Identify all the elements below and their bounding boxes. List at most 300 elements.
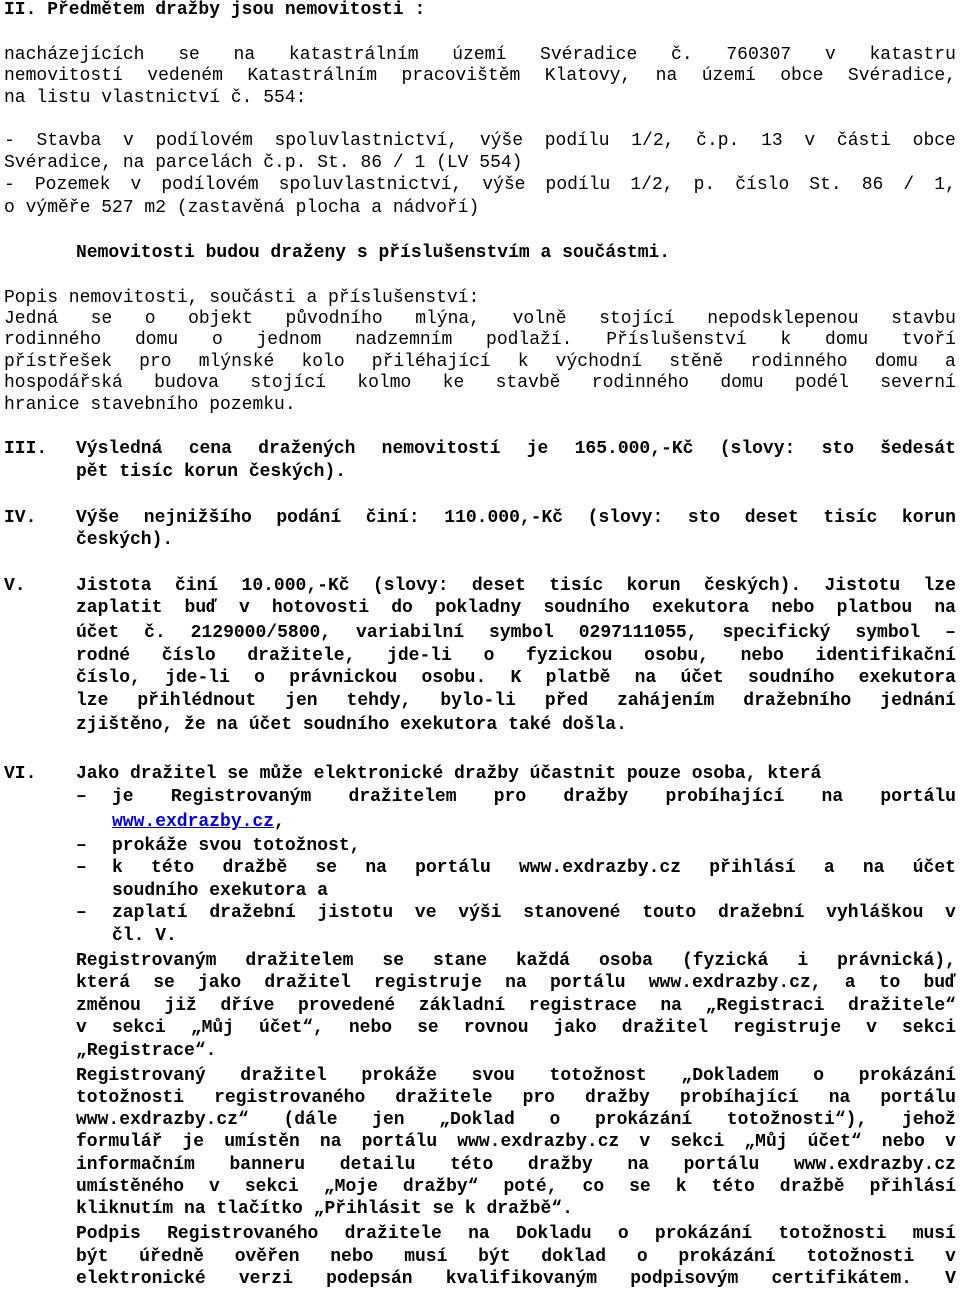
word: deset — [744, 508, 799, 528]
word: se — [382, 951, 405, 971]
word: dražbě — [222, 858, 288, 878]
deposit-line-4 — [76, 645, 956, 667]
section-number-IV: IV. — [4, 508, 37, 528]
word: a — [945, 352, 956, 372]
word: formulář — [76, 1132, 163, 1152]
word: č. — [144, 623, 166, 643]
word: „Můj — [190, 1018, 235, 1038]
word: nacházejících — [4, 45, 145, 65]
word: dražitele“ — [847, 996, 956, 1016]
word: každá — [515, 951, 570, 971]
word: ke — [442, 373, 465, 393]
word: rodné — [76, 646, 131, 666]
word: v — [639, 1132, 651, 1152]
word: ve — [414, 903, 437, 923]
word: o — [549, 1110, 561, 1130]
word: soudního — [747, 668, 835, 688]
word: (fyzická — [681, 951, 769, 971]
word: o — [144, 309, 156, 329]
word: 1/2, — [630, 175, 674, 195]
word: přístřešek — [4, 352, 113, 372]
word: (slovy: — [587, 508, 664, 528]
word: rovnou — [463, 1018, 529, 1038]
word: exekutora — [651, 598, 750, 618]
word: jistotu — [317, 903, 394, 923]
word: č. — [671, 45, 693, 65]
word: touto — [642, 903, 697, 923]
desc-line-6: hranice stavebního pozemku. — [4, 395, 296, 415]
word: nemovitostí — [4, 66, 123, 86]
word: 86 — [861, 175, 884, 195]
section-heading-II: II. Předmětem dražby jsou nemovitosti : — [4, 0, 426, 20]
accessories-note: Nemovitosti budou draženy s příslušenstvím a součástmi. — [76, 243, 671, 263]
word: na — [660, 996, 682, 1016]
section-number-V: V. — [4, 576, 26, 596]
word: jednání — [880, 691, 956, 711]
word: symbol — [488, 623, 554, 643]
word: na — [828, 1088, 851, 1108]
desc-line-5 — [4, 372, 956, 394]
word: domu — [720, 373, 764, 393]
identity-line-1 — [76, 1065, 956, 1087]
word: „Dokladem — [681, 1066, 779, 1086]
intro-line-3: na listu vlastnictví č. 554: — [4, 88, 307, 108]
word: obce — [912, 131, 956, 151]
word: dražitele, — [247, 646, 356, 666]
word: totožnosti — [778, 1224, 887, 1244]
word: obce — [780, 66, 824, 86]
word: fyzickou — [526, 646, 613, 666]
word: zaplatit — [76, 598, 163, 618]
bullet-4-line-1 — [112, 902, 956, 924]
word: jde-li — [165, 668, 230, 688]
word: se — [629, 1177, 651, 1197]
word: o — [211, 330, 223, 350]
word: „Můj — [744, 1132, 788, 1152]
word: být — [76, 1247, 109, 1267]
word: www.exdrazby.cz — [519, 858, 682, 878]
word: se — [417, 1018, 439, 1038]
price-line-1 — [76, 438, 956, 460]
word: sekci — [901, 1018, 956, 1038]
word: portálu — [415, 858, 491, 878]
word: provedené — [297, 996, 396, 1016]
deposit-line-7: zjištěno, že na účet soudního exekutora také došla. — [76, 715, 627, 735]
word: českých). — [703, 576, 802, 596]
word: dražbě — [779, 1177, 845, 1197]
word: rodinného — [750, 352, 848, 372]
word: kvalifikovaným — [445, 1269, 597, 1289]
word: nebo — [348, 1018, 393, 1038]
word: lze — [923, 576, 956, 596]
word: mlýna, — [415, 309, 481, 329]
word: podél — [794, 373, 849, 393]
word: právnická), — [837, 951, 956, 971]
word: v — [76, 1018, 87, 1038]
section-number-VI: VI. — [4, 764, 37, 784]
word: jen — [372, 1110, 405, 1130]
bullet-1-line-2 — [112, 811, 956, 833]
word: je — [526, 439, 549, 459]
word: katastrálním — [288, 45, 419, 65]
word: území — [452, 45, 507, 65]
word: doklad — [541, 1247, 607, 1267]
reg-line-3 — [76, 995, 956, 1017]
word: o — [617, 1224, 629, 1244]
word: podílovém — [155, 131, 253, 151]
desc-heading: Popis nemovitosti, součásti a příslušenství: — [4, 288, 480, 308]
word: – — [945, 623, 956, 643]
word: „Moje — [323, 1177, 378, 1197]
word: registrace — [528, 996, 637, 1016]
word: v — [945, 903, 956, 923]
word: Pozemek — [34, 175, 111, 195]
word: buď — [184, 598, 217, 618]
identity-line-5 — [76, 1154, 956, 1176]
word: dražených — [258, 439, 356, 459]
word: registruje — [373, 973, 482, 993]
word: domu — [134, 330, 179, 350]
word: se — [153, 973, 175, 993]
word: 1/2, — [631, 131, 675, 151]
word: přihlásí — [709, 858, 796, 878]
word: i — [797, 951, 809, 971]
word: právnickou — [289, 668, 398, 688]
word: podlaží. — [486, 330, 573, 350]
word: probíhající — [679, 1088, 799, 1108]
word: totožnosti — [76, 1088, 185, 1108]
word: totožnost — [549, 1066, 647, 1086]
word: účet — [76, 623, 120, 643]
bullet-dash-1: – — [76, 787, 87, 807]
word: v — [824, 45, 836, 65]
word: portálu — [880, 787, 956, 807]
bullet-3-line-2: soudního exekutora a — [112, 881, 329, 901]
word: je — [112, 787, 134, 807]
word: přihlédnout — [137, 691, 257, 711]
word: musí — [404, 1247, 448, 1267]
word: variabilní — [356, 623, 465, 643]
word: činí — [174, 576, 219, 596]
word: dražitele — [395, 1088, 493, 1108]
word: certifikátem. — [771, 1269, 912, 1289]
word: probíhající — [665, 787, 785, 807]
signature-line-3 — [76, 1268, 956, 1290]
word: korun — [901, 508, 956, 528]
word: účet“ — [807, 1132, 862, 1152]
word: nebo — [881, 1132, 925, 1152]
word: budova — [154, 373, 219, 393]
word: soudního — [543, 598, 630, 618]
word: k — [675, 1177, 687, 1197]
word: hospodářská — [4, 373, 123, 393]
word: p. — [693, 175, 716, 195]
word: nebo — [771, 598, 815, 618]
word: pracovištěm — [401, 66, 521, 86]
word: o — [813, 1066, 825, 1086]
word: Výše — [76, 508, 120, 528]
word: být — [478, 1247, 511, 1267]
word: se — [178, 45, 200, 65]
word: stojící — [250, 373, 326, 393]
word: o — [483, 646, 495, 666]
word: deset — [471, 576, 526, 596]
word: bylo-li — [440, 691, 516, 711]
word: pro — [139, 352, 172, 372]
word: změnou — [76, 996, 141, 1016]
word: dražební — [717, 903, 805, 923]
word: elektronické — [76, 1269, 206, 1289]
word: informačním — [76, 1155, 195, 1175]
word: mlýnské — [198, 352, 275, 372]
word: se — [315, 858, 338, 878]
word: totožnosti“), — [726, 1110, 868, 1130]
word: nejnižšího — [143, 508, 252, 528]
reg-line-1 — [76, 950, 956, 972]
word: sekci — [244, 1177, 299, 1197]
word: jde-li — [387, 646, 452, 666]
word: stojící — [599, 309, 675, 329]
word: na — [862, 858, 885, 878]
word: podání — [276, 508, 342, 528]
reg-line-2 — [76, 972, 956, 994]
word: před — [544, 691, 589, 711]
word: Registrovaného — [167, 1224, 319, 1244]
word: území — [701, 66, 756, 86]
word: číslo — [161, 646, 216, 666]
item-line-4: o výměře 527 m2 (zastavěná plocha a nádvoří) — [4, 198, 480, 218]
word: Registrovaným — [76, 951, 217, 971]
word: je — [182, 1132, 205, 1152]
word: účet — [680, 668, 724, 688]
word: stane — [432, 951, 487, 971]
word: šedesát — [880, 439, 956, 459]
word: symbol — [855, 623, 921, 643]
word: nebo — [740, 646, 784, 666]
word: a — [844, 973, 856, 993]
reg-line-5: „Registrace“. — [76, 1041, 217, 1061]
desc-line-2 — [4, 308, 956, 330]
word: v — [130, 175, 142, 195]
word: na — [634, 668, 657, 688]
word: V — [945, 1269, 956, 1289]
word: na — [319, 1132, 342, 1152]
word: výše — [479, 131, 524, 151]
word: spoluvlastnictví, — [274, 131, 459, 151]
word: Jistota — [76, 576, 152, 596]
word: sto — [687, 508, 721, 528]
word: platbě — [545, 668, 611, 688]
signature-line-2 — [76, 1246, 956, 1268]
word: dražebního — [743, 691, 852, 711]
link-comma: , — [274, 812, 285, 832]
word: na — [233, 45, 256, 65]
word: nebo — [330, 1247, 374, 1267]
word: této — [711, 1177, 755, 1197]
word: Registrovaným — [170, 787, 312, 807]
word: kolmo — [357, 373, 412, 393]
word: prokázání — [858, 1066, 956, 1086]
price-line-2: pět tisíc korun českých). — [76, 462, 347, 482]
word: základní — [418, 996, 506, 1016]
identity-line-7: kliknutím na tlačítko „Přihlásit se k dražbě“. — [76, 1199, 573, 1219]
deposit-line-2 — [76, 597, 956, 619]
word: 760307 — [726, 45, 792, 65]
word: na — [655, 66, 678, 86]
word: podepsán — [326, 1269, 413, 1289]
eauction-line-1: Jako dražitel se může elektronické dražby účastnit pouze osoba, která — [76, 764, 822, 784]
word: podílu — [545, 175, 611, 195]
word: poté, — [503, 1177, 558, 1197]
word: banneru — [229, 1155, 306, 1175]
word: zahájením — [617, 691, 715, 711]
word: (dále — [283, 1110, 338, 1130]
word: o — [254, 668, 265, 688]
word: této — [151, 858, 195, 878]
desc-line-3 — [4, 329, 956, 351]
word: na — [505, 973, 527, 993]
word: rodinného — [591, 373, 689, 393]
word: výši — [458, 903, 502, 923]
word: (slovy: — [372, 576, 449, 596]
word: tisíc — [823, 508, 878, 528]
word: totožnosti — [806, 1247, 915, 1267]
word: musí — [912, 1224, 956, 1244]
word: Klatovy, — [544, 66, 632, 86]
min-bid-line-1 — [76, 507, 956, 529]
word: Dokladu — [515, 1224, 592, 1244]
word: vyhláškou — [826, 903, 924, 923]
word: dražitel — [240, 1066, 327, 1086]
word: v — [866, 1018, 877, 1038]
word: 13 — [761, 131, 783, 151]
word: tehdy, — [346, 691, 412, 711]
word: na — [365, 858, 387, 878]
word: v — [239, 598, 250, 618]
word: nemovitostí — [381, 439, 501, 459]
word: dražitelem — [245, 951, 354, 971]
word: zaplatí — [112, 903, 188, 923]
word: Jedná — [4, 309, 59, 329]
word: do — [391, 598, 413, 618]
word: v — [209, 1177, 220, 1197]
word: portálu — [683, 1155, 760, 1175]
word: dražby — [585, 1088, 650, 1108]
word: dražitel — [621, 1018, 709, 1038]
word: na — [468, 1224, 490, 1244]
word: východní — [555, 352, 643, 372]
word: umístěného — [76, 1177, 185, 1197]
word: Registrovaný — [76, 1066, 206, 1086]
word: Příslušenství — [606, 330, 747, 350]
exdrazby-link[interactable]: www.exdrazby.cz — [112, 812, 275, 832]
word: č.p. — [696, 131, 740, 151]
word: co — [582, 1177, 605, 1197]
word: dražitelem — [348, 787, 457, 807]
word: podílu — [544, 131, 610, 151]
word: části — [836, 131, 891, 151]
item-line-1 — [4, 130, 956, 152]
word: sekci — [670, 1132, 725, 1152]
word: 2129000/5800, — [190, 623, 332, 643]
word: prokázání — [654, 1224, 753, 1244]
word: / — [903, 175, 915, 195]
word: jednom — [256, 330, 322, 350]
word: k — [517, 352, 529, 372]
identity-line-2 — [76, 1087, 956, 1109]
deposit-line-3 — [76, 622, 956, 644]
word: buď — [923, 973, 956, 993]
word: www.exdrazby.cz — [457, 1132, 620, 1152]
word: výše — [482, 175, 526, 195]
intro-line-1 — [4, 44, 956, 66]
word: účet — [912, 858, 956, 878]
word: portálu — [361, 1132, 438, 1152]
word: svou — [471, 1066, 515, 1086]
word: prokázání — [594, 1110, 693, 1130]
word: v — [123, 131, 134, 151]
word: jehož — [901, 1110, 956, 1130]
word: na — [821, 787, 844, 807]
word: portálu — [880, 1088, 956, 1108]
bullet-4-line-2: čl. V. — [112, 926, 177, 946]
deposit-line-1 — [76, 575, 956, 597]
word: severní — [880, 373, 956, 393]
desc-line-4 — [4, 351, 956, 373]
word: již — [164, 996, 197, 1016]
word: účet“, — [259, 1018, 324, 1038]
word: v — [945, 1132, 956, 1152]
word: stavbě — [495, 373, 561, 393]
word: Katastrálním — [247, 66, 378, 86]
word: 165.000,-Kč — [574, 439, 694, 459]
word: k — [112, 858, 123, 878]
word: a — [823, 858, 835, 878]
word: K — [510, 668, 522, 688]
word: stanovené — [523, 903, 621, 923]
word: na — [627, 1155, 649, 1175]
word: vedeném — [147, 66, 223, 86]
word: o — [636, 1247, 648, 1267]
word: dříve — [220, 996, 275, 1016]
word: jako — [197, 973, 242, 993]
word: úředně — [139, 1247, 204, 1267]
word: volně — [512, 309, 567, 329]
word: umístěn — [224, 1132, 300, 1152]
word: pokladny — [434, 598, 522, 618]
word: katastru — [869, 45, 956, 65]
min-bid-line-2: českých). — [76, 530, 174, 550]
word: (slovy: — [719, 439, 796, 459]
item-line-2: Svéradice, na parcelách č.p. St. 86 / 1 (LV 554) — [4, 153, 523, 173]
word: domu — [824, 330, 869, 350]
word: osoba — [598, 951, 653, 971]
word: „Registraci — [705, 996, 825, 1016]
word: nadzemním — [355, 330, 453, 350]
word: Stavba — [36, 131, 102, 151]
word: osobu, — [644, 646, 709, 666]
intro-line-2 — [4, 65, 956, 87]
word: nepodsklepenou — [707, 309, 859, 329]
word: - — [4, 175, 15, 195]
word: která — [76, 973, 131, 993]
word: činí: — [365, 508, 420, 528]
word: osobu. — [421, 668, 487, 688]
word: 10.000,-Kč — [241, 576, 350, 596]
word: sto — [821, 439, 855, 459]
word: se — [90, 309, 113, 329]
word: dražební — [209, 903, 296, 923]
